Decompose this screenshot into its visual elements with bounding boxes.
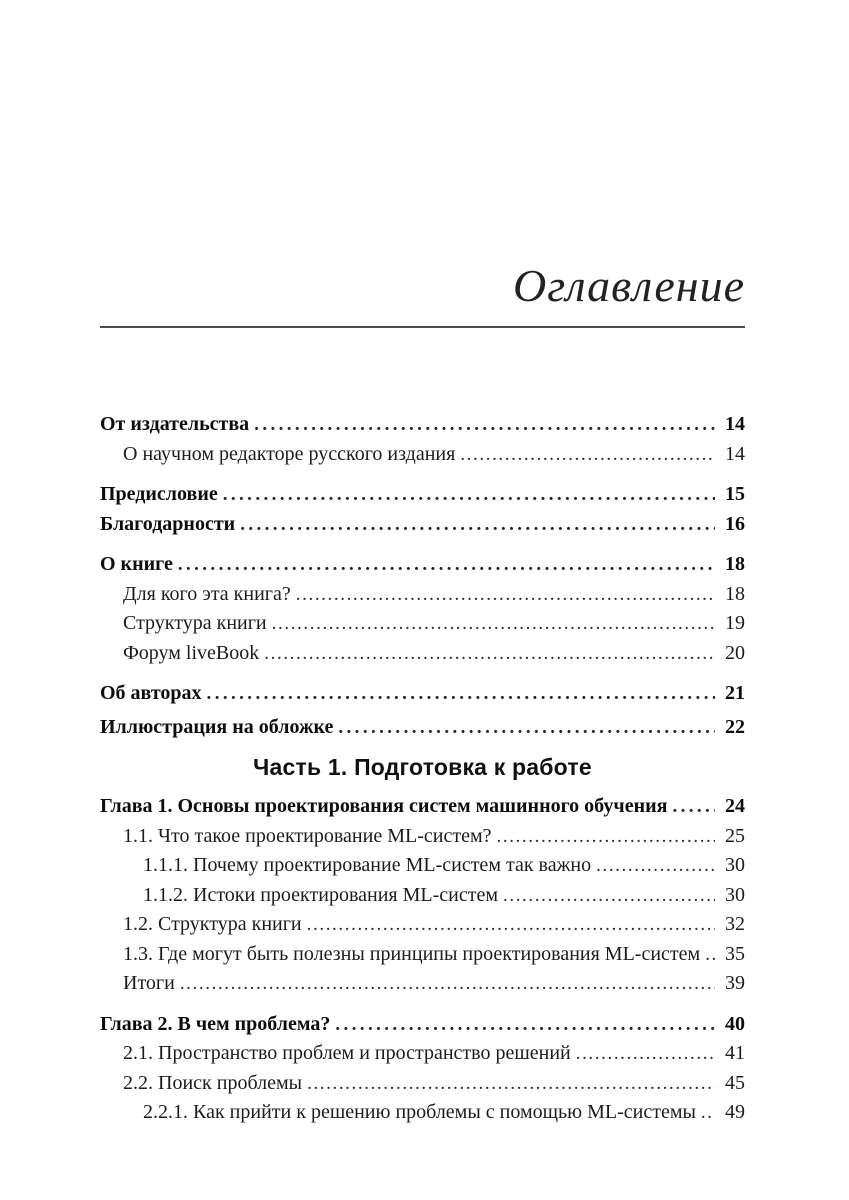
toc-entry: [100, 480, 745, 510]
toc-entry: [100, 440, 745, 470]
toc-entry-page: 25: [725, 824, 745, 847]
toc-entry-label: Предисловие: [100, 483, 218, 506]
toc-entry: [100, 792, 745, 822]
toc-entry-label: 2.1. Пространство проблем и пространство решений: [123, 1042, 571, 1065]
toc-entry: [100, 822, 745, 852]
dot-leader: [705, 940, 715, 970]
dot-leader: [180, 969, 715, 999]
toc-entry: [100, 1039, 745, 1069]
toc-entry-page: 45: [725, 1071, 745, 1094]
toc-entry: [100, 940, 745, 970]
part-heading: Часть 1. Подготовка к работе: [253, 754, 592, 781]
toc-entry-page: 35: [725, 942, 745, 965]
toc-entry-label: Благодарности: [100, 512, 236, 535]
toc-entry: [100, 410, 745, 440]
dot-leader: [207, 679, 715, 709]
dot-leader: [254, 410, 715, 440]
dot-leader: [338, 713, 715, 743]
page-title: Оглавление: [512, 260, 745, 311]
toc-entry: [100, 510, 745, 540]
toc-entry-label: 1.1.1. Почему проектирование ML-систем так важно: [143, 854, 592, 877]
toc-entry-page: 40: [725, 1012, 745, 1035]
toc-entry-label: 1.1.2. Истоки проектирования ML-систем: [143, 883, 498, 906]
dot-leader: [503, 881, 715, 911]
toc-entry-page: 41: [725, 1042, 745, 1065]
toc-entry-page: 32: [725, 913, 745, 936]
toc-entry-label: 2.2.1. Как прийти к решению проблемы с помощью ML-системы: [143, 1101, 696, 1124]
toc-entry: [100, 609, 745, 639]
dot-leader: [596, 851, 715, 881]
toc-entry: [100, 969, 745, 999]
dot-leader: [576, 1039, 715, 1069]
toc-entry-page: 15: [725, 483, 745, 506]
toc-entry-page: 20: [725, 641, 745, 664]
toc-entry: [100, 639, 745, 669]
toc-entry-page: 49: [725, 1101, 745, 1124]
toc-entry-label: О книге: [100, 553, 173, 576]
toc-entry-label: О научном редакторе русского издания: [123, 442, 456, 465]
dot-leader: [296, 580, 715, 610]
toc-entry-label: Об авторах: [100, 682, 202, 705]
toc-entry-page: 30: [725, 883, 745, 906]
toc-entry: [100, 580, 745, 610]
toc-entry-label: 1.1. Что такое проектирование ML-систем?: [123, 824, 492, 847]
toc-entry-label: Форум liveBook: [123, 641, 260, 664]
toc-entry-label: 2.2. Поиск проблемы: [123, 1071, 303, 1094]
toc-entry: [100, 1098, 745, 1128]
title-rule: [100, 326, 745, 328]
toc-entry-label: Структура книги: [123, 612, 267, 635]
toc-entry-label: Итоги: [123, 972, 175, 995]
dot-leader: [272, 609, 715, 639]
toc-entry-page: 22: [725, 715, 745, 738]
toc-entry-label: От издательства: [100, 413, 250, 436]
toc-entry: [100, 851, 745, 881]
toc-entry-page: 19: [725, 612, 745, 635]
toc-entry-label: 1.3. Где могут быть полезны принципы проектирования ML-систем: [123, 942, 701, 965]
toc-entry-page: 30: [725, 854, 745, 877]
toc-entry: [100, 1069, 745, 1099]
dot-leader: [672, 792, 715, 822]
toc-entry: [100, 713, 745, 743]
dot-leader: [701, 1098, 715, 1128]
dot-leader: [240, 510, 715, 540]
toc-entry: [100, 910, 745, 940]
toc-entry: [100, 1010, 745, 1040]
toc-list: [100, 410, 745, 1128]
dot-leader: [460, 440, 715, 470]
toc-entry-page: 24: [725, 795, 745, 818]
toc-entry-label: Иллюстрация на обложке: [100, 715, 334, 738]
toc-entry-page: 39: [725, 972, 745, 995]
toc-entry-label: 1.2. Структура книги: [123, 913, 302, 936]
dot-leader: [307, 910, 715, 940]
toc-entry-page: 14: [725, 413, 745, 436]
toc-entry: [100, 881, 745, 911]
toc-entry-label: Для кого эта книга?: [123, 582, 291, 605]
toc-entry-page: 16: [725, 512, 745, 535]
dot-leader: [335, 1010, 715, 1040]
toc-entry-page: 18: [725, 553, 745, 576]
toc-entry-page: 14: [725, 442, 745, 465]
dot-leader: [307, 1069, 715, 1099]
dot-leader: [497, 822, 716, 852]
dot-leader: [178, 550, 715, 580]
toc-entry-page: 21: [725, 682, 745, 705]
toc-entry: [100, 550, 745, 580]
toc-entry-page: 18: [725, 582, 745, 605]
toc-entry-label: Глава 1. Основы проектирования систем машинного обучения: [100, 795, 668, 818]
dot-leader: [264, 639, 715, 669]
toc-entry: [100, 679, 745, 709]
dot-leader: [223, 480, 715, 510]
toc-entry-label: Глава 2. В чем проблема?: [100, 1012, 331, 1035]
